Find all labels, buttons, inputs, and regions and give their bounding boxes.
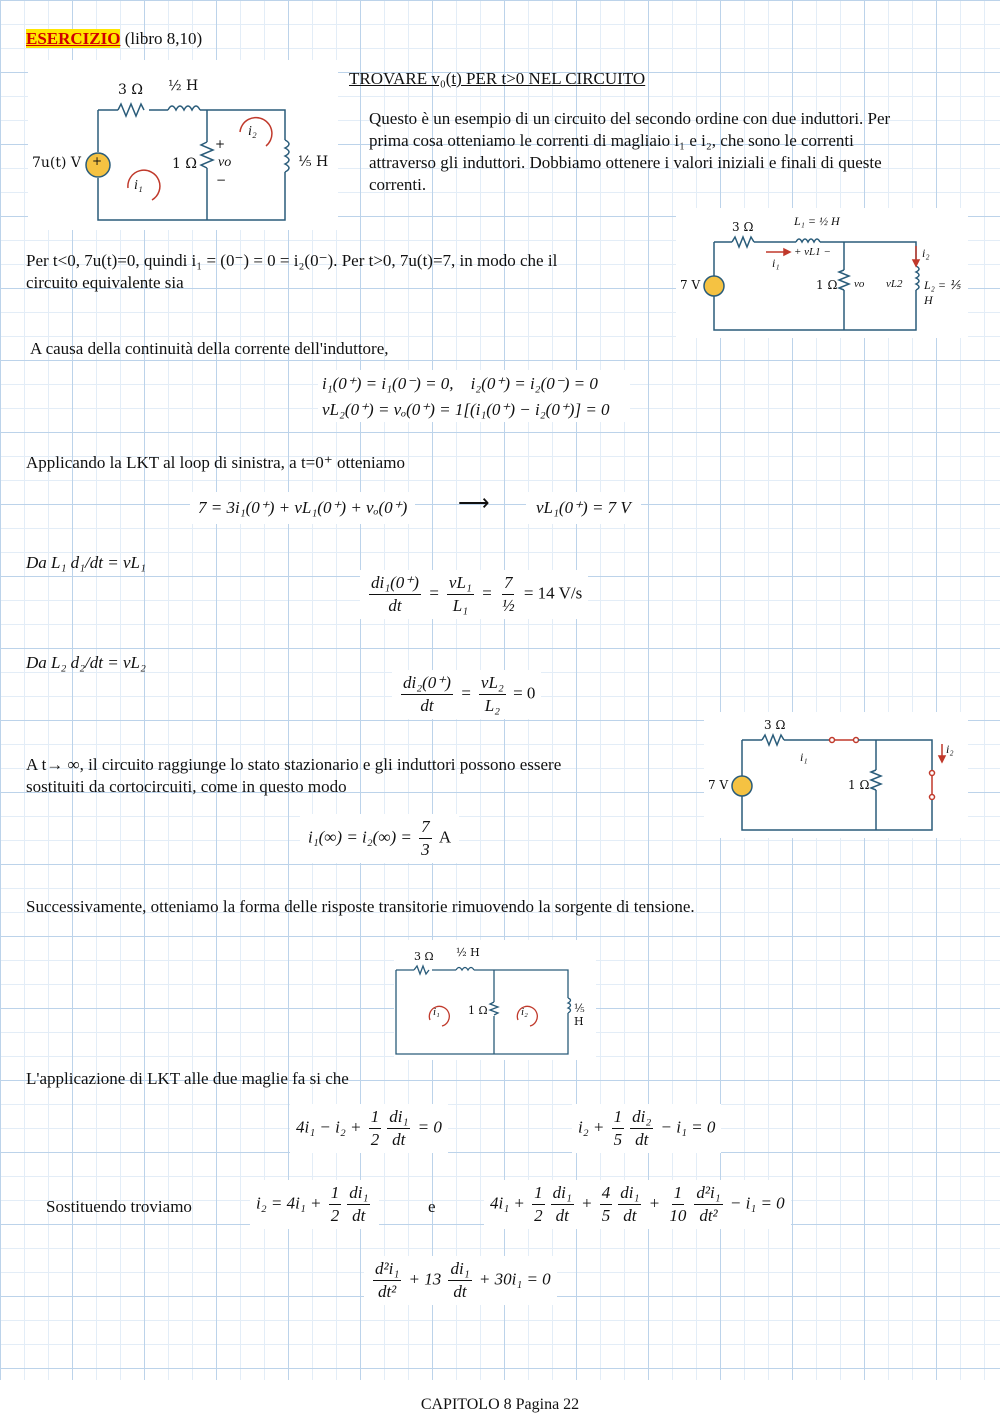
da-l1-label: Da L₁ d₁/dt = vL₁: [26, 553, 146, 572]
eq-di2-num2: vL₂: [479, 672, 506, 695]
eq-mesh2-b: − i₁ = 0: [660, 1117, 716, 1137]
c1-vo-label: vo: [218, 155, 232, 170]
c3-source-label: 7 V: [708, 778, 729, 792]
c2-l1-label: L₁ = ½ H: [794, 214, 840, 228]
eq-final-mid: + 13: [408, 1269, 442, 1289]
c4-l2-label: ⅕ H: [574, 1002, 585, 1028]
c1-r2-label: 1 Ω: [172, 156, 197, 172]
c1-r1-label: 3 Ω: [118, 82, 143, 98]
exercise-title: [26, 28, 202, 50]
substitute-conjunction: e: [428, 1197, 436, 1216]
eq-sub-1: [250, 1180, 379, 1229]
c3-r1-label: 3 Ω: [764, 718, 786, 732]
c1-l2-label: ⅕ H: [298, 154, 329, 170]
page-footer: CAPITOLO 8 Pagina 22: [420, 1396, 580, 1413]
exercise-title-ref: (libro 8,10): [120, 29, 203, 48]
eq-inf-num: 7: [419, 816, 432, 839]
eq-initial-i2: i₂(0⁺) = i₂(0⁻) = 0: [470, 374, 598, 393]
substitute-label: Sostituendo troviamo: [46, 1197, 192, 1216]
c3-r2-label: 1 Ω: [848, 778, 870, 792]
c2-i1-label: i₁: [772, 256, 780, 270]
eq-di2-num: di₂(0⁺): [401, 672, 453, 695]
eq-mesh1-dnum: di₁: [387, 1106, 410, 1129]
eq-inf-left: i₁(∞) = i₂(∞) =: [308, 827, 412, 847]
eq-sub2-d2: 5: [601, 1206, 611, 1225]
eq-initial-vl2: vL₂(0⁺) = vₒ(0⁺) = 1[(i₁(0⁺) − i₂(0⁺)] = 0: [322, 400, 610, 419]
eq-mesh2-dnum: di₂: [630, 1106, 653, 1129]
eq-sub2-dn1: di₁: [551, 1182, 574, 1205]
eq-sub1-dden: dt: [352, 1206, 366, 1225]
eq-sub2-dn3: d²i₁: [694, 1182, 722, 1205]
c1-l1-label: ½ H: [168, 78, 199, 94]
eq-di2-result: = 0: [513, 683, 536, 703]
c3-i1-label: i₁: [800, 750, 808, 764]
circuit-diagram-3: [704, 712, 968, 838]
steady-line-1: A t→ ∞, il circuito raggiunge lo stato stazionario e gli induttori possono essere: [26, 755, 562, 774]
eq-di1-den: dt: [388, 596, 402, 615]
c1-vo-minus: −: [216, 173, 227, 187]
c2-vl1-label: + vL1 −: [794, 246, 831, 258]
equation-initial-currents: [318, 370, 630, 422]
eq-sub2-n3: 1: [672, 1182, 685, 1205]
eq-di1-result: = 14 V/s: [523, 583, 583, 603]
eq-sub2-n1: 1: [532, 1182, 545, 1205]
c2-r2-label: 1 Ω: [816, 278, 838, 292]
c4-l1-label: ½ H: [456, 946, 480, 959]
eq-di1-den3: ½: [501, 596, 515, 615]
c4-i2-label: i₂: [521, 1006, 528, 1018]
eq-infinity: [300, 814, 459, 863]
eq-di2-den2: L₂: [484, 696, 501, 715]
intro-line-4: correnti.: [369, 175, 427, 194]
eq-mesh-2: [572, 1104, 721, 1153]
c1-mesh2-label: i₂: [248, 124, 257, 139]
eq-sub2-a: 4i₁ +: [490, 1193, 525, 1213]
task-statement: TROVARE v₀(t) PER t>0 NEL CIRCUITO: [349, 69, 646, 88]
c4-i1-label: i₁: [433, 1006, 440, 1018]
c2-vl2-label: vL2: [886, 278, 903, 290]
eq-mesh1-dden: dt: [392, 1130, 406, 1149]
eq-final-end: + 30i₁ = 0: [478, 1269, 551, 1289]
c2-source-label: 7 V: [680, 278, 701, 292]
circuit-diagram-2: [676, 208, 968, 338]
c2-l2-label: L₂ = ⅕ H: [924, 278, 961, 307]
eq-final-num2: di₁: [448, 1258, 471, 1281]
eq-inf-unit: A: [438, 827, 452, 847]
c2-i2-label: i₂: [922, 246, 930, 260]
eq-final: [364, 1256, 557, 1305]
eq-mesh-1: [290, 1104, 448, 1153]
eq-mesh2-den: 5: [613, 1130, 623, 1149]
transient-text: Successivamente, otteniamo la forma delle risposte transitorie rimuovendo la sorgente di tensione.: [26, 897, 695, 916]
c1-source-label: 7u(t) V: [32, 155, 82, 171]
circuit-diagram-1: [28, 60, 338, 230]
eq-sub1-a: i₂ = 4i₁ +: [256, 1193, 322, 1213]
c1-vo-plus: +: [215, 137, 226, 151]
circuit-diagram-4: [394, 940, 596, 1060]
eq-sub2-dd1: dt: [555, 1206, 569, 1225]
eq-mesh2-a: i₂ +: [578, 1117, 605, 1137]
c4-r2-label: 1 Ω: [468, 1004, 488, 1017]
eq-sub1-num: 1: [329, 1182, 342, 1205]
eq-sub-2: [484, 1180, 791, 1229]
exercise-title-highlight: ESERCIZIO: [26, 29, 121, 48]
eq-mesh1-den: 2: [370, 1130, 380, 1149]
eq-inf-den: 3: [421, 840, 430, 859]
c4-r1-label: 3 Ω: [414, 950, 434, 963]
eq-sub2-plus1: +: [581, 1193, 593, 1213]
eq-di1-num2: vL₁: [447, 572, 474, 595]
eq-sub2-end: − i₁ = 0: [729, 1193, 785, 1213]
eq-sub2-dd3: dt²: [699, 1206, 718, 1225]
eq-lkt-left: 7 = 3i₁(0⁺) + vL₁(0⁺) + vₒ(0⁺): [190, 492, 415, 524]
c3-i2-label: i₂: [946, 742, 954, 756]
eq-di1: $\frac{\text{di₁(0⁺)}}{dt}$ = $\frac{\text{vL₁}}{\text{L₁}}$ = $\frac{7}{\text{½}}$ = 14 V/s: [360, 570, 588, 619]
intro-line-3: attraverso gli induttori. Dobbiamo ottenere i valori iniziali e finali di queste: [369, 153, 882, 172]
eq-di1-den2: L₁: [452, 596, 469, 615]
eq-mesh2-dden: dt: [635, 1130, 649, 1149]
eq-sub2-d3: 10: [669, 1206, 687, 1225]
para-initial-line-1: Per t<0, 7u(t)=0, quindi i₁ = (0⁻) = 0 = i₂(0⁻). Per t>0, 7u(t)=7, in modo che il: [26, 251, 558, 270]
steady-line-2: sostituiti da cortocircuiti, come in questo modo: [26, 777, 347, 796]
intro-line-1: Questo è un esempio di un circuito del secondo ordine con due induttori. Per: [369, 109, 891, 128]
eq-sub1-dnum: di₁: [347, 1182, 370, 1205]
eq-sub2-dd2: dt: [623, 1206, 637, 1225]
c1-mesh1-label: i₁: [134, 178, 143, 193]
eq-di2: $\frac{\text{di₂(0⁺)}}{dt}$ = $\frac{\text{vL₂}}{\text{L₂}}$ = 0: [392, 670, 541, 719]
intro-line-2: prima cosa otteniamo le correnti di magliaio i₁ e i₂, che sono le correnti: [369, 131, 854, 150]
eq-sub2-plus2: +: [648, 1193, 661, 1213]
lkt-left-text: Applicando la LKT al loop di sinistra, a t=0⁺ otteniamo: [26, 453, 405, 472]
eq-lkt-arrow: ⟶: [458, 490, 490, 515]
c2-vo-label: vo: [854, 278, 865, 290]
eq-di1-num: di₁(0⁺): [369, 572, 421, 595]
eq-final-den: dt²: [377, 1282, 397, 1301]
eq-di2-den: dt: [420, 696, 434, 715]
eq-sub1-den: 2: [330, 1206, 340, 1225]
eq-mesh1-num: 1: [369, 1106, 382, 1129]
c1-source-plus: +: [92, 154, 103, 168]
lkt-two-text: L'applicazione di LKT alle due maglie fa si che: [26, 1069, 349, 1088]
eq-sub2-d1: 2: [534, 1206, 543, 1225]
continuity-text: A causa della continuità della corrente dell'induttore,: [30, 339, 389, 358]
eq-mesh1-b: = 0: [417, 1117, 442, 1137]
eq-final-num: d²i₁: [373, 1258, 401, 1281]
eq-final-den2: dt: [453, 1282, 467, 1301]
eq-di1-num3: 7: [502, 572, 515, 595]
eq-sub2-dn2: di₁: [618, 1182, 641, 1205]
para-initial-line-2: circuito equivalente sia: [26, 273, 184, 292]
da-l2-label: Da L₂ d₂/dt = vL₂: [26, 653, 146, 672]
eq-lkt-result: vL₁(0⁺) = 7 V: [526, 492, 641, 524]
eq-sub2-n2: 4: [600, 1182, 613, 1205]
eq-mesh1-a: 4i₁ − i₂ +: [296, 1117, 362, 1137]
c2-r1-label: 3 Ω: [732, 220, 754, 234]
eq-initial-i1: i₁(0⁺) = i₁(0⁻) = 0,: [322, 374, 454, 393]
eq-mesh2-num: 1: [612, 1106, 625, 1129]
